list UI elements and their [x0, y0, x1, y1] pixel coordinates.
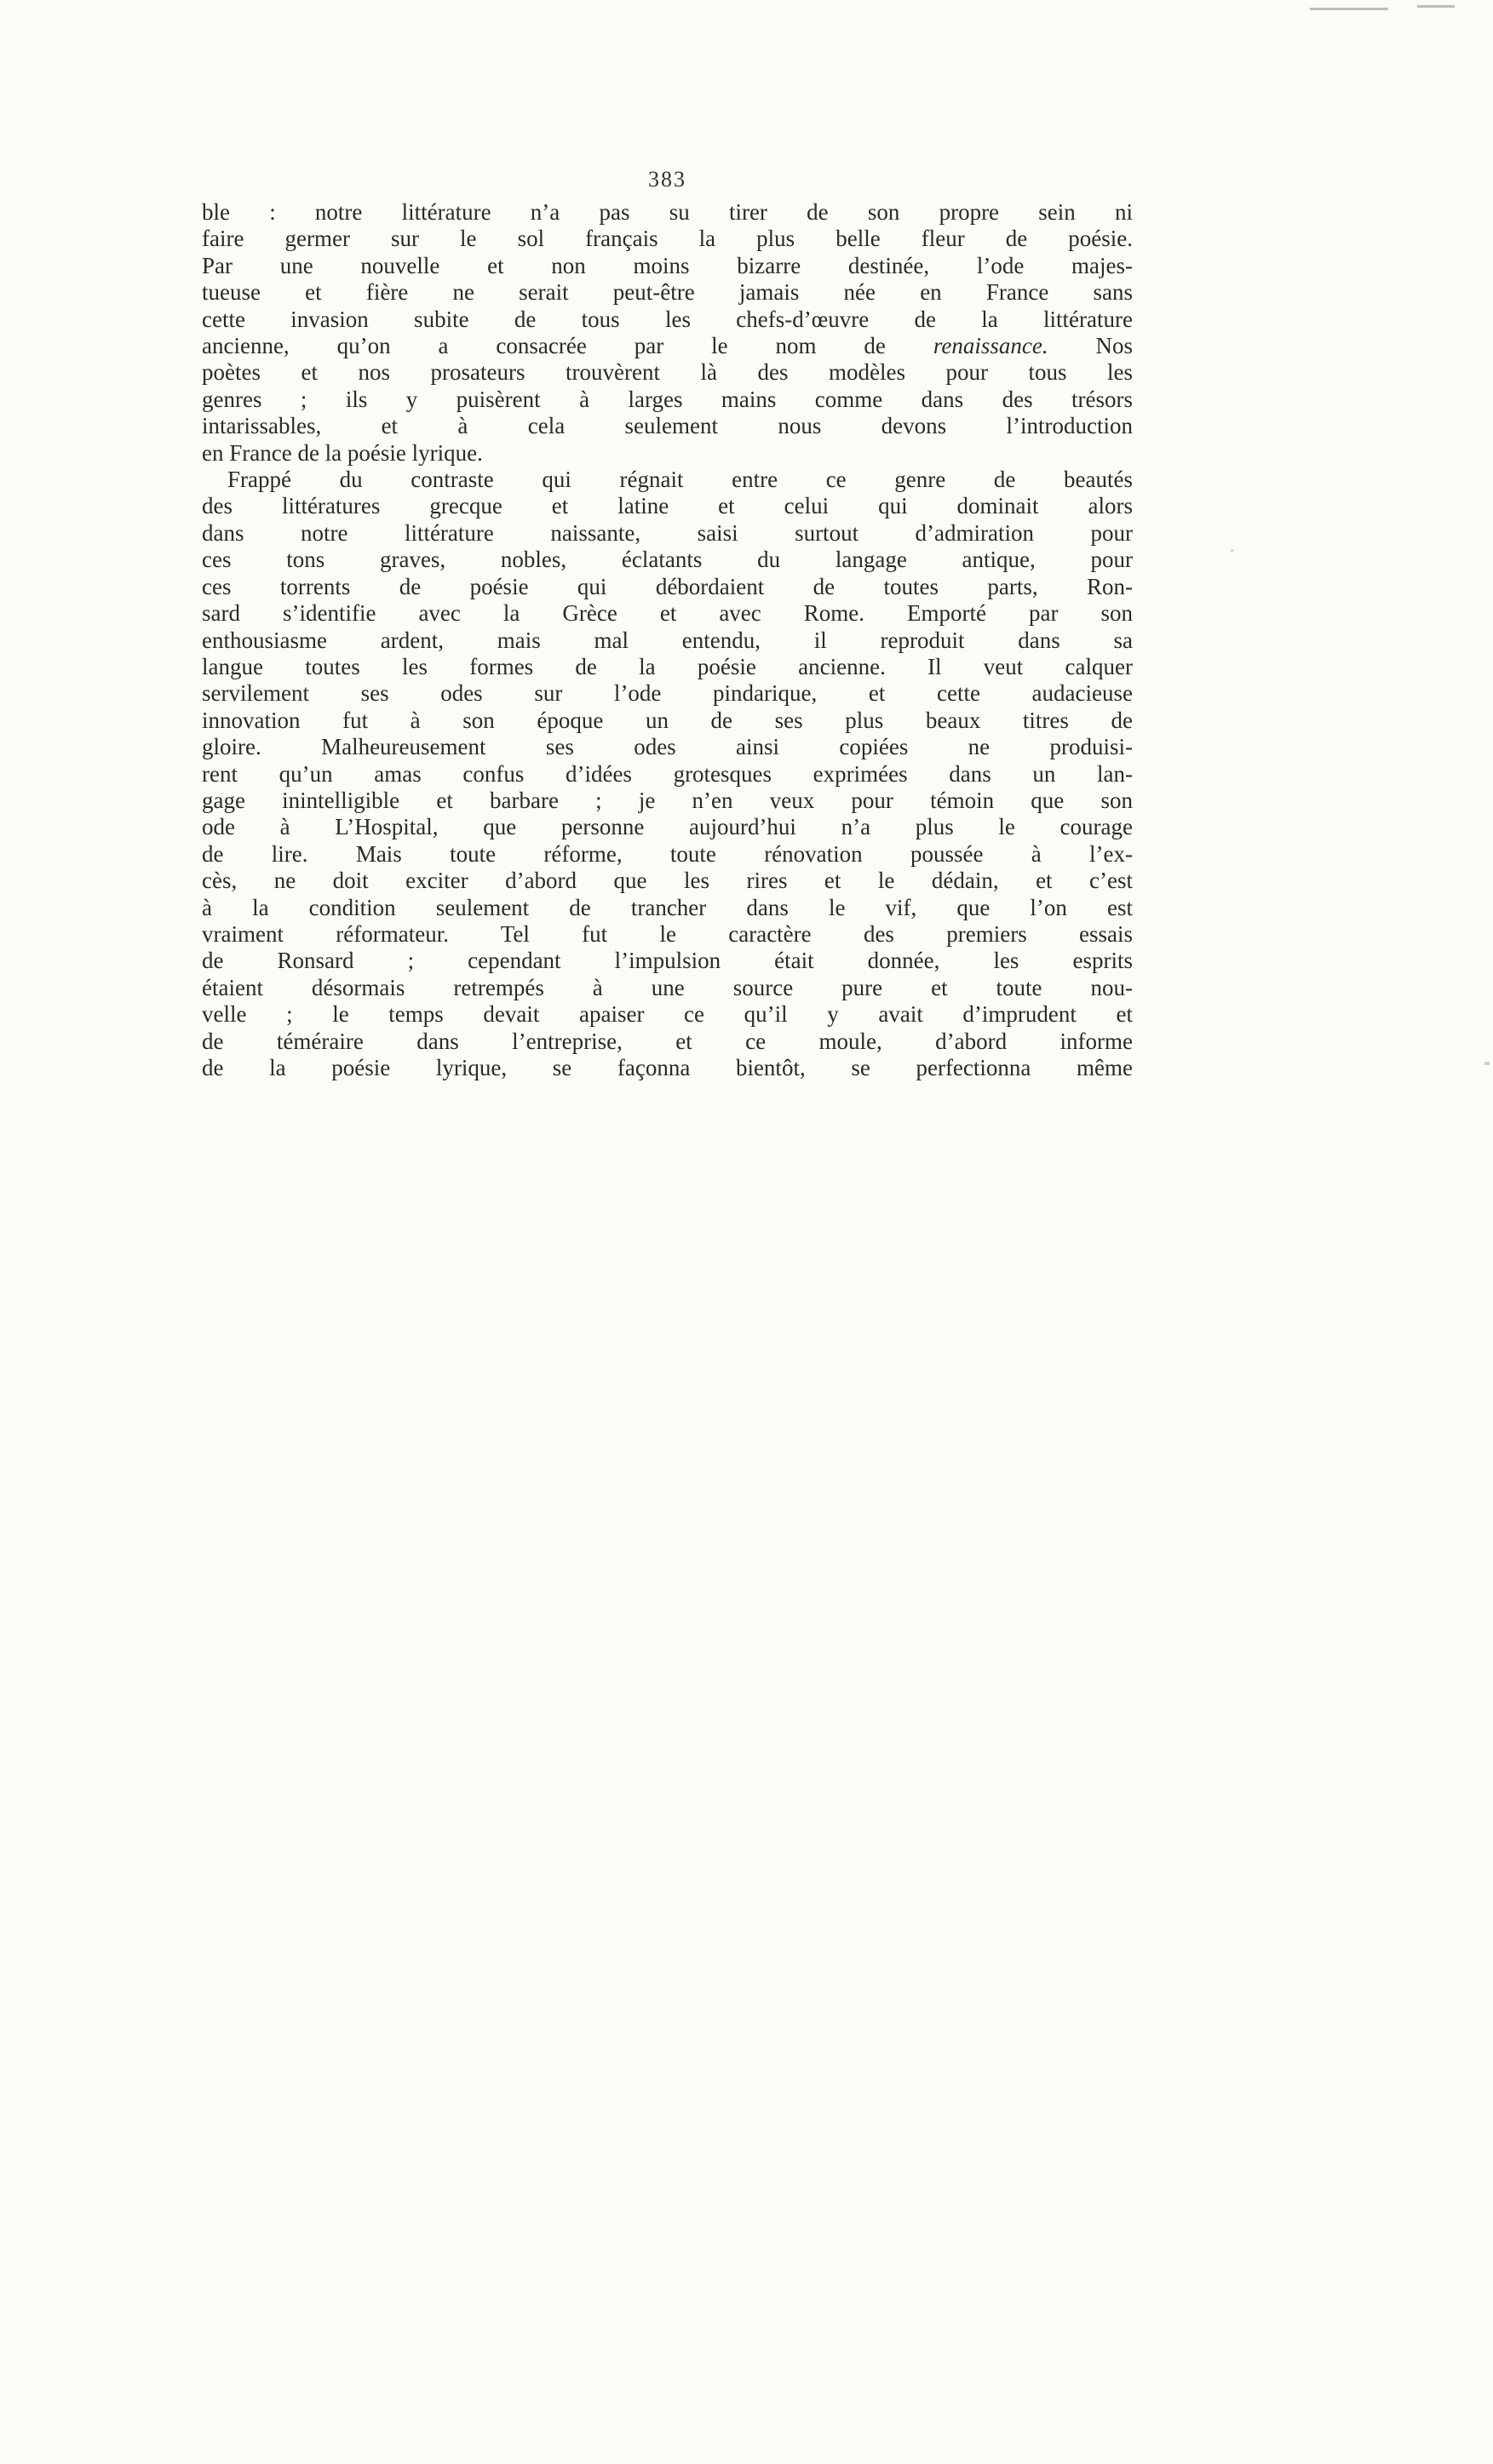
- text-line: [202, 387, 1133, 413]
- text-segment: intarissables, et à cela seulement nous devons l’introduction: [202, 413, 1133, 439]
- text-segment: Par une nouvelle et non moins bizarre destinée, l’ode majes-: [202, 252, 1133, 278]
- text-line: [202, 333, 1133, 359]
- text-segment: faire germer sur le sol français la plus belle fleur de poésie.: [202, 226, 1133, 252]
- text-line: [202, 788, 1133, 814]
- text-segment: velle ; le temps devait apaiser ce qu’il y avait d’imprudent et: [202, 1001, 1133, 1028]
- text-segment: gage inintelligible et barbare ; je n’en veux pour témoin que son: [202, 787, 1133, 813]
- text-line: [202, 948, 1133, 974]
- text-segment: de téméraire dans l’entreprise, et ce moule, d’abord informe: [202, 1028, 1133, 1054]
- text-segment: innovation fut à son époque un de ses plus beaux titres de: [202, 707, 1133, 733]
- text-line: [202, 547, 1133, 573]
- scan-artifact: [1417, 5, 1455, 8]
- text-line: [202, 868, 1133, 894]
- text-segment: en France de la poésie lyrique.: [202, 439, 483, 466]
- text-line: [202, 1001, 1133, 1028]
- text-line: [202, 253, 1133, 279]
- text-segment: genres ; ils y puisèrent à larges mains comme dans des trésors: [202, 386, 1133, 412]
- text-segment: cès, ne doit exciter d’abord que les rires et le dédain, et c’est: [202, 868, 1133, 894]
- text-line: [202, 493, 1133, 519]
- text-segment: Nos: [1048, 333, 1133, 359]
- text-line: [202, 574, 1133, 600]
- text-line: [202, 654, 1133, 680]
- text-line: [202, 520, 1133, 547]
- scan-artifact: [1310, 8, 1388, 10]
- text-segment: de lire. Mais toute réforme, toute rénovation poussée à l’ex-: [202, 840, 1133, 867]
- text-segment: cette invasion subite de tous les chefs-d’œuvre de la littérature: [202, 306, 1133, 332]
- text-segment: langue toutes les formes de la poésie ancienne. Il veut calquer: [202, 653, 1133, 679]
- text-line: [202, 841, 1133, 868]
- scan-artifact: [1484, 1062, 1490, 1065]
- text-line: [202, 975, 1133, 1001]
- text-line: [202, 440, 1133, 467]
- text-segment: dans notre littérature naissante, saisi surtout d’admiration pour: [202, 519, 1133, 546]
- text-segment: étaient désormais retrempés à une source pure et toute nou-: [202, 974, 1133, 1000]
- scan-artifact: [1231, 549, 1234, 552]
- text-line: [202, 708, 1133, 734]
- text-line: [202, 359, 1133, 386]
- page-text: [202, 199, 1133, 1081]
- text-segment: sard s’identifie avec la Grèce et avec Rome. Emporté par son: [202, 600, 1133, 627]
- text-segment: enthousiasme ardent, mais mal entendu, il reproduit dans sa: [202, 627, 1133, 653]
- text-line: [202, 600, 1133, 627]
- text-line: [202, 279, 1133, 306]
- text-line: [202, 814, 1133, 840]
- text-line: [202, 680, 1133, 707]
- text-segment: ble : notre littérature n’a pas su tirer de son propre sein ni: [202, 199, 1133, 225]
- text-line: [202, 761, 1133, 788]
- text-segment: de Ronsard ; cependant l’impulsion était donnée, les esprits: [202, 948, 1133, 974]
- text-line: [202, 413, 1133, 439]
- text-segment: ancienne, qu’on a consacrée par le nom de: [202, 333, 933, 359]
- text-segment: ces tons graves, nobles, éclatants du langage antique, pour: [202, 547, 1133, 573]
- italic-text: renaissance.: [933, 333, 1048, 359]
- text-segment: ode à L’Hospital, que personne aujourd’hui n’a plus le courage: [202, 814, 1133, 840]
- text-line: [202, 627, 1133, 654]
- text-line: [202, 307, 1133, 333]
- text-line: [202, 734, 1133, 760]
- text-line: [202, 467, 1133, 493]
- text-line: [202, 199, 1133, 226]
- text-segment: vraiment réformateur. Tel fut le caractère des premiers essais: [202, 920, 1133, 947]
- text-segment: poètes et nos prosateurs trouvèrent là des modèles pour tous les: [202, 359, 1133, 386]
- text-line: [202, 1029, 1133, 1055]
- text-segment: Frappé du contraste qui régnait entre ce genre de beautés: [227, 467, 1133, 493]
- text-segment: des littératures grecque et latine et celui qui dominait alors: [202, 493, 1133, 519]
- text-segment: à la condition seulement de trancher dans le vif, que l’on est: [202, 894, 1133, 920]
- text-line: [202, 1055, 1133, 1081]
- text-segment: tueuse et fière ne serait peut-être jamais née en France sans: [202, 279, 1133, 306]
- text-line: [202, 895, 1133, 921]
- text-segment: servilement ses odes sur l’ode pindarique, et cette audacieuse: [202, 680, 1133, 707]
- text-segment: ces torrents de poésie qui débordaient de toutes parts, Ron-: [202, 573, 1133, 599]
- text-line: [202, 226, 1133, 252]
- text-segment: rent qu’un amas confus d’idées grotesques exprimées dans un lan-: [202, 760, 1133, 787]
- page-number: 383: [648, 167, 686, 192]
- text-segment: gloire. Malheureusement ses odes ainsi copiées ne produisi-: [202, 734, 1133, 760]
- text-line: [202, 921, 1133, 948]
- text-segment: de la poésie lyrique, se façonna bientôt, se perfectionna même: [202, 1055, 1133, 1080]
